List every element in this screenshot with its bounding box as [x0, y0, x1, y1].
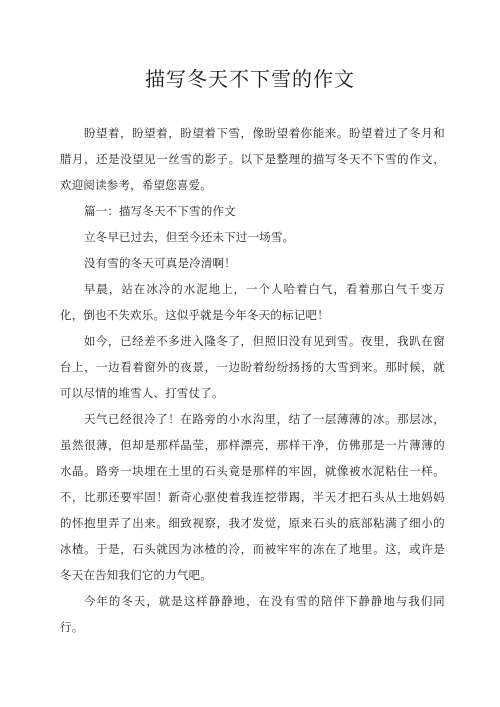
paragraph: 如今，已经差不多进入隆冬了，但照旧没有见到雪。夜里，我趴在窗台上，一边看着窗外的夜景，一边盼着纷纷扬扬的大雪到来。那时候，就可以尽情的堆雪人、打雪仗了。	[60, 334, 445, 400]
section-heading: 篇一：描写冬天不下雪的作文	[83, 204, 236, 218]
paragraph: 早晨，站在冰冷的水泥地上，一个人哈着白气，看着那白气千变万化，倒也不失欢乐。这似乎就是今年冬天的标记吧！	[60, 282, 445, 322]
document-title: 描写冬天不下雪的作文	[145, 67, 355, 91]
paragraph: 没有雪的冬天可真是冷清啊！	[83, 256, 236, 270]
paragraph: 天气已经很冷了！在路旁的小水沟里，结了一层薄薄的冰。那层冰，虽然很薄，但却是那样晶莹，那样漂亮，那样干净，仿佛那是一片薄薄的水晶。路旁一块埋在土里的石头竟是那样的牢固，就像被水泥粘住一样。不，比那还要牢固！新奇心驱使着我连挖带踢，半天才把石头从土地妈妈的怀抱里弄了出来。细致视察，我才发觉，原来石头的底部粘满了细小的冰楂。于是，石头就因为冰楂的冷，而被牢牢的冻在了地里。这，或许是冬天在告知我们它的力气吧。	[60, 412, 445, 582]
paragraph: 立冬早已过去，但至今还未下过一场雪。	[83, 230, 295, 244]
paragraph: 今年的冬天，就是这样静静地，在没有雪的陪伴下静静地与我们同行。	[60, 594, 445, 634]
paragraph-intro: 盼望着，盼望着，盼望着下雪，像盼望着你能来。盼望着过了冬月和腊月，还是没望见一丝雪的影子。以下是整理的描写冬天不下雪的作文，欢迎阅读参考，希望您喜爱。	[60, 126, 445, 192]
document-body	[60, 120, 445, 640]
